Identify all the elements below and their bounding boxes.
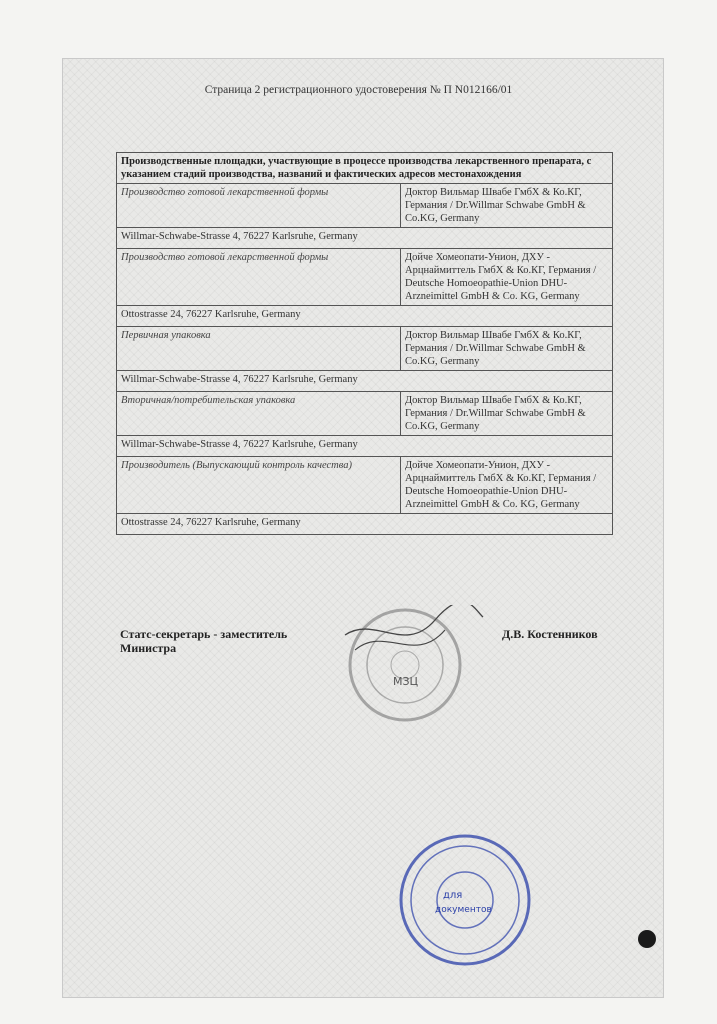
signatory-position (120, 627, 287, 655)
stage-cell: Производитель (Выпускающий контроль качества) (117, 457, 401, 514)
svg-text:МЗЦ: МЗЦ (393, 675, 419, 688)
table-row (117, 457, 613, 514)
manufacturer-cell: Доктор Вильмар Швабе ГмбХ & Ко.КГ, Германия / Dr.Willmar Schwabe GmbH & Co.KG, Germany (401, 327, 613, 371)
manufacturer-cell: Доктор Вильмар Швабе ГмбХ & Ко.КГ, Германия / Dr.Willmar Schwabe GmbH & Co.KG, Germany (401, 184, 613, 228)
address-cell: Ottostrasse 24, 76227 Karlsruhe, Germany (117, 306, 613, 327)
table-row (117, 392, 613, 436)
table-row (117, 306, 613, 327)
stage-cell: Вторичная/потребительская упаковка (117, 392, 401, 436)
manufacturer-cell: Доктор Вильмар Швабе ГмбХ & Ко.КГ, Германия / Dr.Willmar Schwabe GmbH & Co.KG, Germany (401, 392, 613, 436)
stage-cell: Производство готовой лекарственной формы (117, 249, 401, 306)
stage-cell: Производство готовой лекарственной формы (117, 184, 401, 228)
address-cell: Willmar-Schwabe-Strasse 4, 76227 Karlsruhe, Germany (117, 436, 613, 457)
table-row (117, 153, 613, 184)
production-sites-table (116, 152, 613, 535)
signatory-name: Д.В. Костенников (502, 627, 598, 641)
company-stamp-icon (393, 830, 538, 970)
position-line: Статс-секретарь - заместитель (120, 627, 288, 641)
table-row (117, 184, 613, 228)
svg-text:для: для (443, 890, 463, 901)
table-row (117, 514, 613, 535)
svg-text:документов: документов (435, 905, 492, 915)
address-cell: Willmar-Schwabe-Strasse 4, 76227 Karlsruhe, Germany (117, 228, 613, 249)
table-row (117, 371, 613, 392)
table-row (117, 327, 613, 371)
position-line: Министра (120, 641, 177, 655)
manufacturer-cell: Дойче Хомеопати-Унион, ДХУ - Арцнаймиттель ГмбХ & Ко.КГ, Германия / Deutsche Homoeopathie-Union DHU-Arzneimittel GmbH & Co. KG, Germany (401, 457, 613, 514)
table-row (117, 228, 613, 249)
official-seal-icon (335, 605, 485, 725)
stage-cell: Первичная упаковка (117, 327, 401, 371)
table-row (117, 436, 613, 457)
table-row (117, 249, 613, 306)
address-cell: Willmar-Schwabe-Strasse 4, 76227 Karlsruhe, Germany (117, 371, 613, 392)
manufacturer-cell: Дойче Хомеопати-Унион, ДХУ - Арцнаймиттель ГмбХ & Ко.КГ, Германия / Deutsche Homoeopathie-Union DHU-Arzneimittel GmbH & Co. KG, Germany (401, 249, 613, 306)
binder-hole-icon (638, 930, 656, 948)
page-header: Страница 2 регистрационного удостоверения № П N012166/01 (204, 84, 513, 96)
address-cell: Ottostrasse 24, 76227 Karlsruhe, Germany (117, 514, 613, 535)
table-title: Производственные площадки, участвующие в процессе производства лекарственного препарата, с указанием стадий производства, названий и фактических адресов местонахождения (117, 153, 613, 184)
